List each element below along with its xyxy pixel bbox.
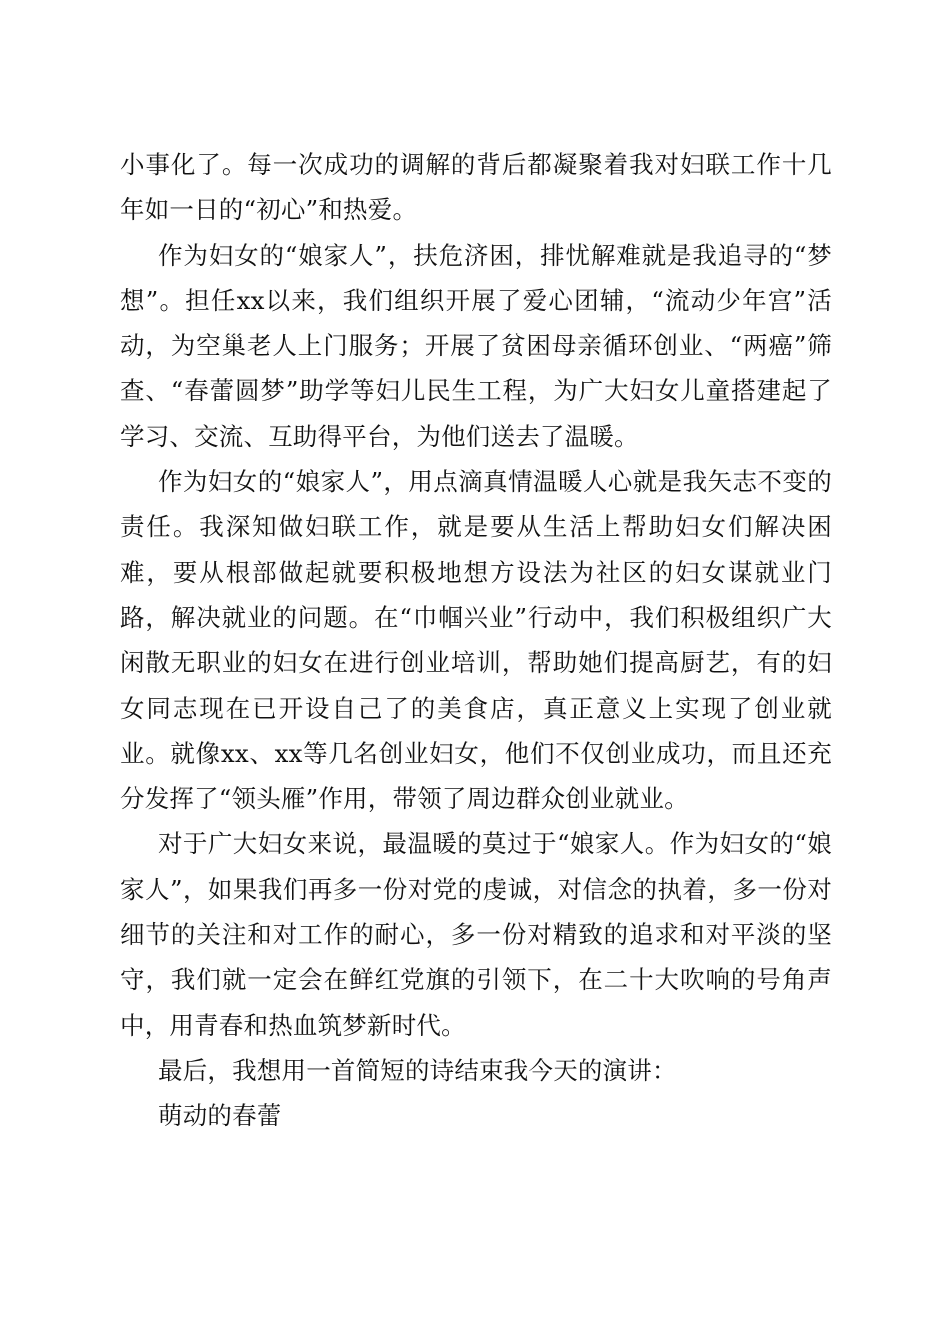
paragraph-continuation: 小事化了。每一次成功的调解的背后都凝聚着我对妇联工作十几年如一日的“初心”和热爱。	[120, 150, 832, 225]
document-body	[120, 142, 832, 1139]
paragraph-closing: 最后，我想用一首简短的诗结束我今天的演讲：	[158, 1055, 677, 1085]
paragraph-warmth: 对于广大妇女来说，最温暖的莫过于“娘家人。作为妇女的“娘家人”，如果我们再多一份对党的虔诚，对信念的执着，多一份对细节的关注和对工作的耐心，多一份对精致的追求和对平淡的坚守，我们就一定会在鲜红党旗的引领下，在二十大吹响的号角声中，用青春和热血筑梦新时代。	[120, 829, 832, 1040]
paragraph-responsibility: 作为妇女的“娘家人”，用点滴真情温暖人心就是我矢志不变的责任。我深知做妇联工作，就是要从生活上帮助妇女们解决困难，要从根部做起就要积极地想方设法为社区的妇女谋就业门路，解决就业的问题。在“巾帼兴业”行动中，我们积极组织广大闲散无职业的妇女在进行创业培训，帮助她们提高厨艺，有的妇女同志现在已开设自己了的美食店，真正意义上实现了创业就业。就像xx、xx等几名创业妇女，他们不仅创业成功，而且还充分发挥了“领头雁”作用，带领了周边群众创业就业。	[120, 467, 832, 814]
poem-title: 萌动的春蕾	[158, 1101, 282, 1131]
paragraph-dream: 作为妇女的“娘家人”，扶危济困，排忧解难就是我追寻的“梦想”。担任xx以来，我们组织开展了爱心团辅，“流动少年宫”活动，为空巢老人上门服务；开展了贫困母亲循环创业、“两癌”筛查、“春蕾圆梦”助学等妇儿民生工程，为广大妇女儿童搭建起了学习、交流、互助得平台，为他们送去了温暖。	[120, 240, 832, 451]
